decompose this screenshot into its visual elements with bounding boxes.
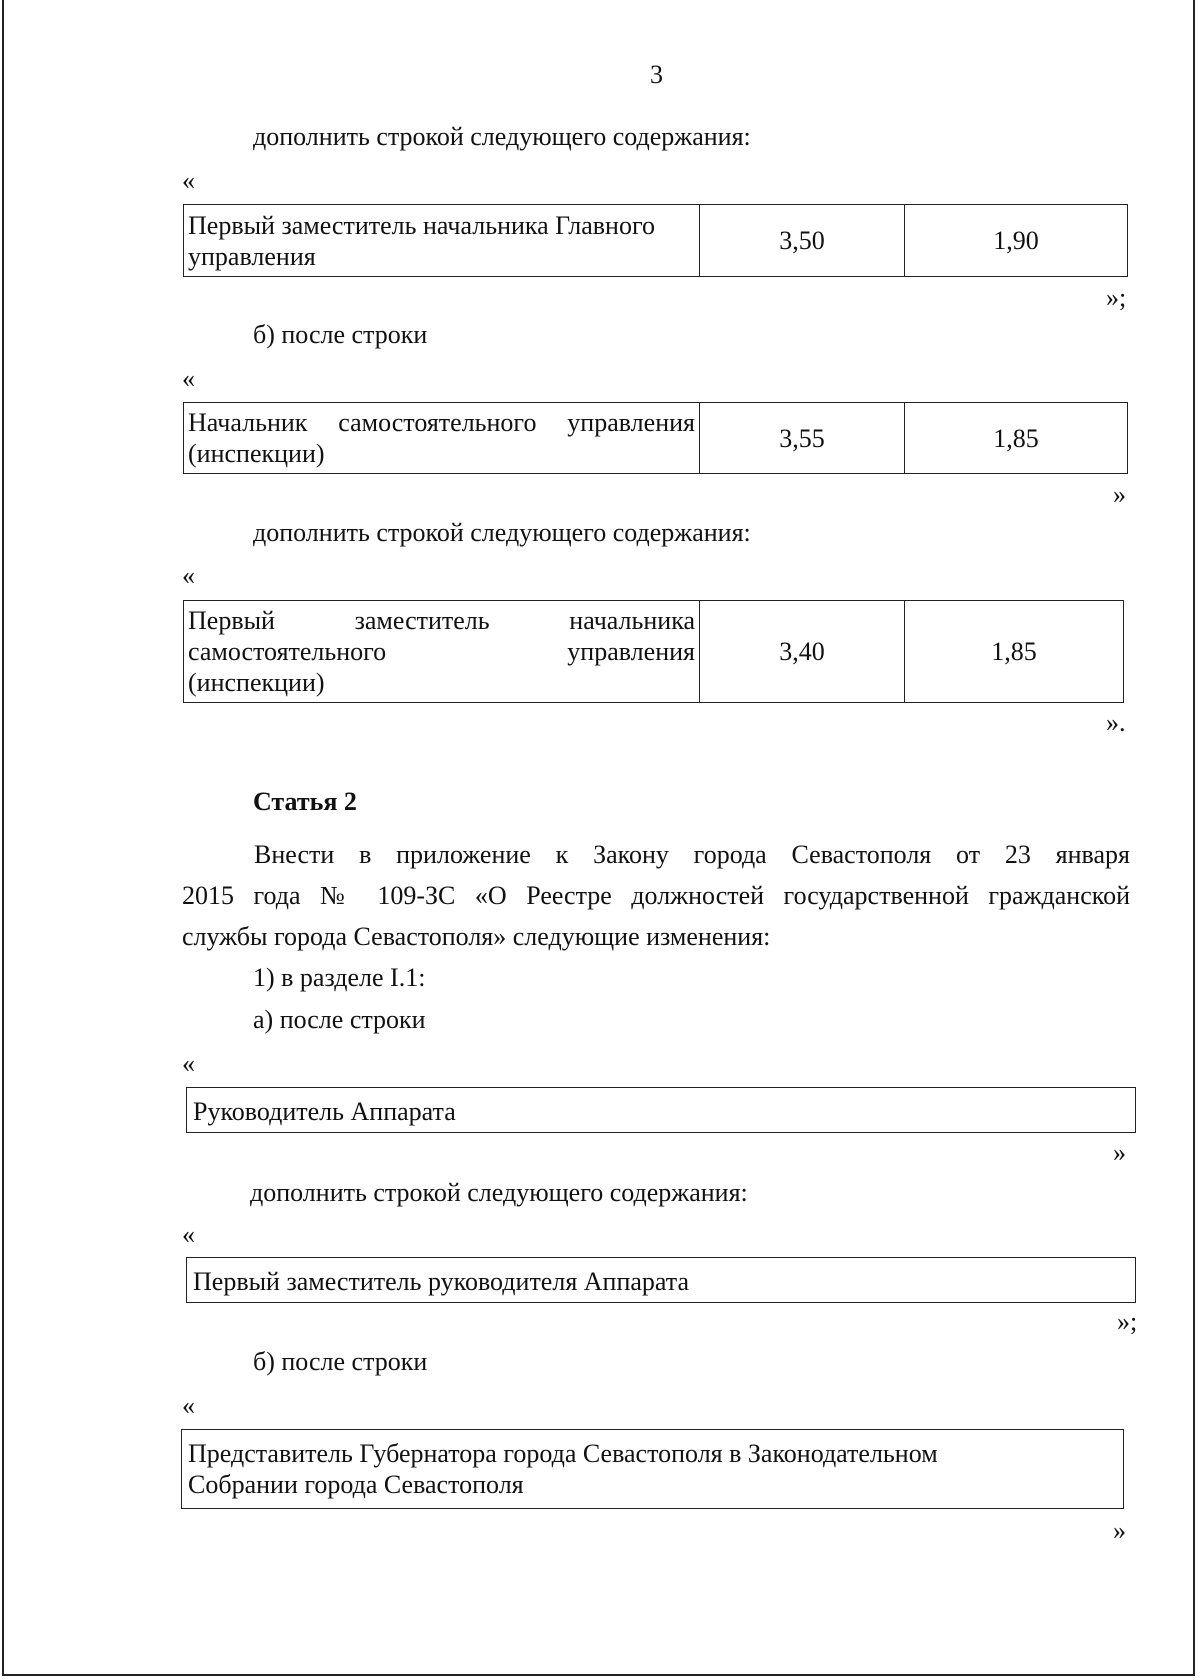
block6-quote-open: « (182, 1391, 195, 1420)
block6-quote-close: » (1113, 1516, 1126, 1545)
paragraph-line: службы города Севастополя» следующие изменения: (182, 922, 771, 951)
block3-table (183, 600, 1124, 703)
value-cell: 1,85 (905, 601, 1124, 703)
position-word: Начальник (188, 408, 308, 437)
block2-quote-close: » (1113, 480, 1126, 509)
block5-quote-close: »; (1117, 1307, 1138, 1336)
position-word: самостоятельного (338, 408, 537, 437)
position-word: Первый (188, 606, 275, 635)
block3-intro: дополнить строкой следующего содержания: (253, 518, 751, 547)
article-heading: Статья 2 (253, 787, 357, 816)
position-word: управления (567, 408, 695, 437)
box-line: Представитель Губернатора города Севастополя в Законодательном (188, 1439, 938, 1468)
position-line: управления (188, 241, 316, 271)
position-word: заместитель (354, 606, 490, 635)
block5-quote-open: « (182, 1220, 195, 1249)
table-row (184, 403, 1128, 474)
value-cell: 3,50 (700, 205, 905, 277)
page-number: 3 (650, 60, 663, 89)
value-cell: 1,90 (905, 205, 1128, 277)
paragraph-line: Внести в приложение к Закону города Севастополя от 23 января (254, 840, 1130, 869)
block6-intro: б) после строки (253, 1347, 428, 1376)
position-word: управления (567, 637, 695, 666)
block4-quote-close: » (1113, 1138, 1126, 1167)
position-line: (инспекции) (188, 439, 325, 468)
box-line: Собрании города Севастополя (188, 1470, 524, 1499)
block3-quote-open: « (182, 561, 195, 590)
article-item-a: а) после строки (253, 1005, 426, 1034)
table-row (184, 601, 1124, 703)
value-cell: 3,55 (700, 403, 905, 474)
position-line: (инспекции) (188, 668, 325, 697)
position-line (188, 636, 695, 667)
article-paragraph (182, 834, 1130, 957)
paragraph-line: 2015 года № 109-ЗС «О Реестре должностей государственной гражданской (182, 881, 1130, 910)
position-cell (184, 403, 700, 474)
block1-quote-open: « (182, 166, 195, 195)
block1-intro: дополнить строкой следующего содержания: (253, 122, 751, 151)
block1-table (183, 204, 1128, 277)
position-line (188, 407, 695, 438)
article-item-1: 1) в разделе I.1: (253, 963, 426, 992)
block1-quote-close: »; (1106, 283, 1127, 312)
position-line (188, 605, 695, 636)
position-word: самостоятельного (188, 637, 387, 666)
block3-quote-close: ». (1106, 708, 1126, 737)
position-word: начальника (569, 606, 695, 635)
value-cell: 3,40 (700, 601, 905, 703)
table-row (184, 205, 1128, 277)
position-line: Первый заместитель начальника Главного (188, 210, 655, 240)
block4-quote-open: « (182, 1049, 195, 1078)
block5-intro: дополнить строкой следующего содержания: (250, 1178, 748, 1207)
position-cell (184, 205, 700, 277)
block2-quote-open: « (182, 364, 195, 393)
block4-box: Руководитель Аппарата (186, 1087, 1136, 1133)
value-cell: 1,85 (905, 403, 1128, 474)
block6-box (181, 1429, 1124, 1509)
block2-intro: б) после строки (253, 320, 428, 349)
block5-box: Первый заместитель руководителя Аппарата (186, 1257, 1136, 1303)
block2-table (183, 402, 1128, 474)
position-cell (184, 601, 700, 703)
